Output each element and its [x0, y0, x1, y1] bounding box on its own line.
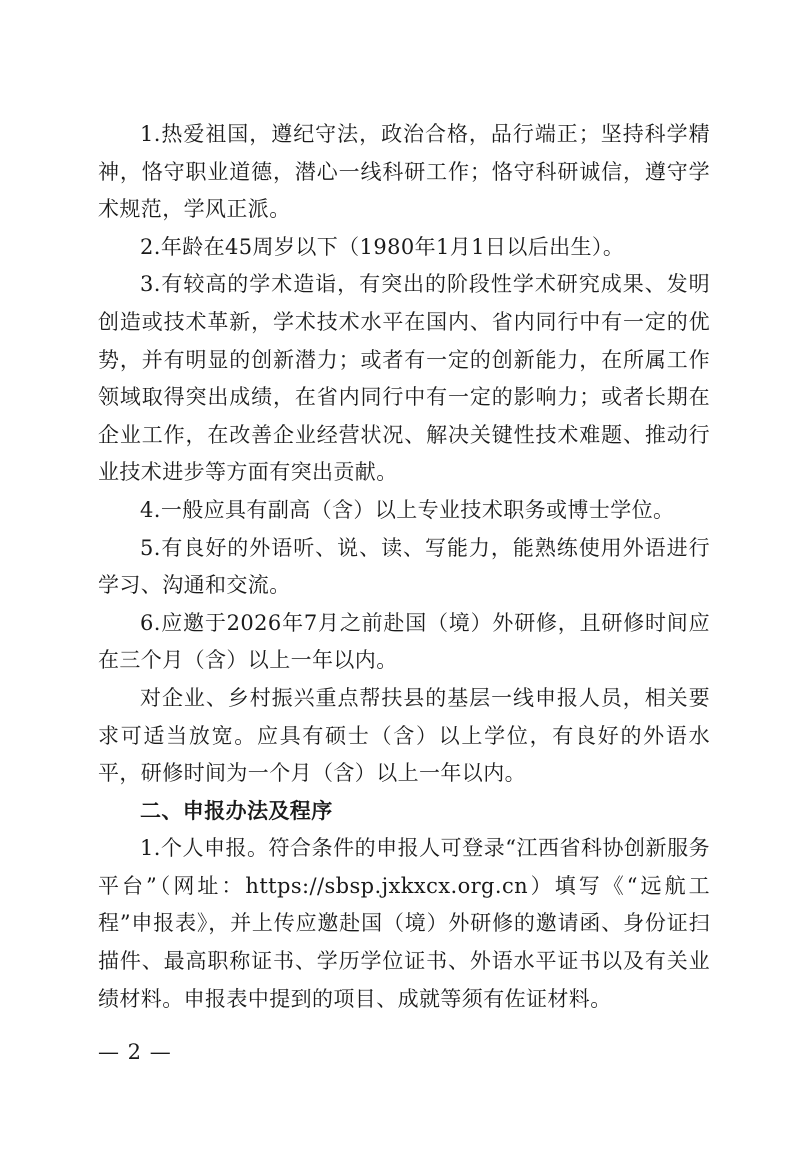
paragraph-application-1: 1.个人申报。符合条件的申报人可登录“江西省科协创新服务平台”（网址：https://sbsp.jxkxcx.org.cn）填写《“远航工程”申报表》，并上传应邀赴国（境）外研修的邀请函、身份证扫描件、最高职称证书、学历学位证书、外语水平证书以及有关业绩材料。申报表中提到的项目、成就等须有佐证材料。 — [98, 836, 710, 1011]
paragraph-requirement-4: 4.一般应具有副高（含）以上专业技术职务或博士学位。 — [140, 497, 675, 522]
paragraph-requirement-1: 1.热爱祖国，遵纪守法，政治合格，品行端正；坚持科学精神，恪守职业道德，潜心一线科研工作；恪守科研诚信，遵守学术规范，学风正派。 — [98, 122, 710, 222]
paragraph-requirement-5: 5.有良好的外语听、说、读、写能力，能熟练使用外语进行学习、沟通和交流。 — [98, 535, 710, 598]
paragraph-requirement-3: 3.有较高的学术造诣，有突出的阶段性学术研究成果、发明创造或技术革新，学术技术水平在国内、省内同行中有一定的优势，并有明显的创新潜力；或者有一定的创新能力，在所属工作领域取得突出成绩，在省内同行中有一定的影响力；或者长期在企业工作，在改善企业经营状况、解决关键性技术难题、推动行业技术进步等方面有突出贡献。 — [98, 272, 710, 485]
paragraph-requirement-6: 6.应邀于2026年7月之前赴国（境）外研修，且研修时间应在三个月（含）以上一年以内。 — [98, 610, 710, 673]
page-number: — 2 — — [98, 1040, 172, 1064]
paragraph-requirement-2: 2.年龄在45周岁以下（1980年1月1日以后出生）。 — [140, 234, 625, 259]
paragraph-relaxation-note: 对企业、乡村振兴重点帮扶县的基层一线申报人员，相关要求可适当放宽。应具有硕士（含）以上学位，有良好的外语水平，研修时间为一个月（含）以上一年以内。 — [98, 685, 710, 786]
section-heading: 二、申报办法及程序 — [140, 798, 333, 823]
document-body — [98, 116, 710, 1018]
